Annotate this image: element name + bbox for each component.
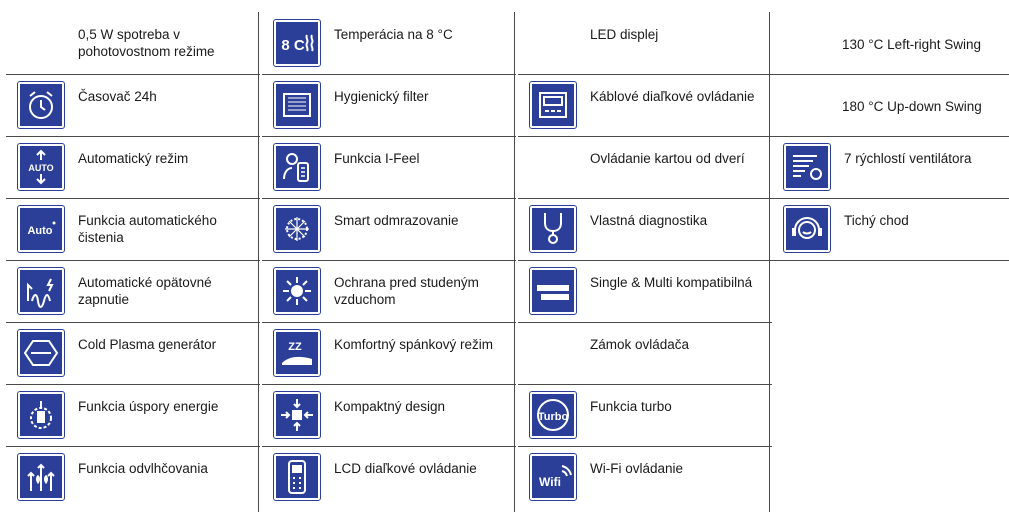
feature-item [772,198,1009,260]
energy-saving-icon [18,392,64,438]
feature-item [6,12,260,74]
turbo-icon [530,392,576,438]
alarm-clock-24h-icon [18,82,64,128]
feature-item [518,136,772,198]
feature-label: Wi-Fi ovládanie [590,461,684,476]
i-feel-icon [274,144,320,190]
feature-label: Single & Multi kompatibilná [590,275,753,290]
feature-item [6,322,260,384]
cold-plasma-icon [18,330,64,376]
feature-item [262,384,516,446]
feature-label: Ovládanie kartou od dverí [590,151,745,166]
feature-label: Vlastná diagnostika [590,213,708,228]
svg-text:ZZ: ZZ [288,341,302,353]
feature-label: Funkcia úspory energie [78,399,219,414]
feature-item [6,446,260,508]
feature-label: Funkcia odvlhčovania [78,461,208,476]
feature-item [518,384,772,446]
feature-label: Kompaktný design [334,399,446,414]
feature-label: LED displej [590,27,659,42]
defrost-icon [274,206,320,252]
feature-label: Hygienický filter [334,89,429,104]
feature-label: Funkcia turbo [590,399,672,414]
feature-label: Ochrana pred studeným vzduchom [334,275,479,307]
svg-text:Auto: Auto [27,225,53,237]
feature-item [6,74,260,136]
feature-item [518,446,772,508]
quiet-mode-icon [784,206,830,252]
feature-item [772,136,1009,198]
feature-item [518,12,772,74]
feature-item [772,74,1009,136]
feature-item [518,74,772,136]
feature-label: Časovač 24h [78,89,157,104]
feature-label: 180 °C Up-down Swing [842,99,982,114]
feature-label: Temperácia na 8 °C [334,27,453,42]
feature-label: Cold Plasma generátor [78,337,217,352]
feature-label: Zámok ovládača [590,337,690,352]
feature-item [6,384,260,446]
svg-text:AUTO: AUTO [28,163,54,173]
feature-item [262,446,516,508]
feature-label: LCD diaľkové ovládanie [334,461,477,476]
feature-item [6,198,260,260]
feature-item [262,322,516,384]
sleep-mode-icon [274,330,320,376]
feature-item [6,136,260,198]
dehumidify-icon [18,454,64,500]
feature-label: Automatický režim [78,151,189,166]
feature-item [772,12,1009,74]
8c-heating-icon [274,20,320,66]
compact-design-icon [274,392,320,438]
feature-item [262,260,516,322]
auto-clean-icon [18,206,64,252]
feature-item [518,198,772,260]
feature-label: 7 rýchlostí ventilátora [844,151,972,166]
self-diagnosis-icon [530,206,576,252]
row-divider [772,260,1009,261]
svg-text:Wifi: Wifi [539,475,561,489]
feature-label: Komfortný spánkový režim [334,337,494,352]
feature-label: Automatické opätovné zapnutie [78,275,212,307]
feature-item [262,74,516,136]
feature-item [262,198,516,260]
auto-restart-icon [18,268,64,314]
feature-item [262,136,516,198]
single-multi-icon [530,268,576,314]
wired-controller-icon [530,82,576,128]
lcd-remote-icon [274,454,320,500]
feature-label: 0,5 W spotreba v pohotovostnom režime [78,27,215,59]
filter-icon [274,82,320,128]
feature-label: Smart odmrazovanie [334,213,459,228]
svg-text:Turbo: Turbo [537,411,569,423]
feature-item [262,12,516,74]
svg-text:8 C: 8 C [281,37,305,54]
fan-speed-icon [784,144,830,190]
cold-air-protection-icon [274,268,320,314]
feature-label: Káblové diaľkové ovládanie [590,89,755,104]
feature-item [518,322,772,384]
wifi-icon [530,454,576,500]
feature-label: Tichý chod [844,213,909,228]
feature-item [6,260,260,322]
feature-label: 130 °C Left-right Swing [842,37,981,52]
feature-label: Funkcia I-Feel [334,151,420,166]
feature-label: Funkcia automatického čistenia [78,213,217,245]
auto-mode-icon [18,144,64,190]
feature-item [518,260,772,322]
